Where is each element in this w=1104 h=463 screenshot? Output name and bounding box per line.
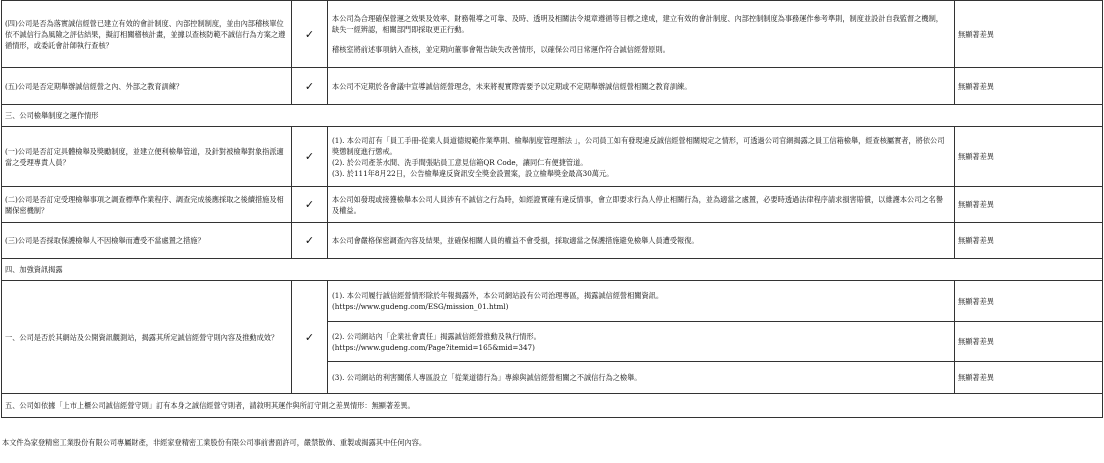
section-row [2,259,1103,281]
check-mark: ✓ [292,68,328,105]
check-mark: ✓ [292,187,328,223]
section-heading: 三、公司檢舉制度之運作情形 [2,105,1103,127]
result-cell: 無顯著差異 [955,1,1103,68]
question-cell: 一、公司是否於其網站及公開資訊觀測站，揭露其所定誠信經營守則內容及推動成效？ [2,281,292,394]
answer-cell [328,127,955,187]
answer-cell: 本公司會嚴格保密調查內容及結果，並確保相關人員的權益不會受損，採取適當之保護措施避免檢舉人員遭受報復。 [328,223,955,259]
answer-line: (2). 於公司產茶水間、洗手間張貼員工意見信箱QR Code，讓同仁有便捷管道。 [332,157,588,167]
result-cell: 無顯著差異 [955,187,1103,223]
answer-line: 稽核室將前述事項納入查核，並定期向董事會報告缺失改善情形，以確保公司日常運作符合誠信經營原則。 [332,45,670,54]
table-row [2,223,1103,259]
table-row [2,1,1103,68]
result-cell: 無顯著差異 [955,322,1103,362]
question-cell: (三)公司是否採取保護檢舉人不因檢舉而遭受不當處置之措施？ [2,223,292,259]
section-heading: 五、公司如依據「上市上櫃公司誠信經營守則」訂有本身之誠信經營守則者，請敘明其運作與所訂守則之差異情形：無顯著差異。 [2,394,1103,418]
answer-line: (3). 於111年8月22日，公告檢舉違反資訊安全獎金設置案，設立檢舉獎金最高30萬元。 [332,168,614,178]
section-row [2,394,1103,418]
answer-cell [328,1,955,68]
answer-line: (1). 本公司履行誠信經營情形除於年報揭露外，本公司網站設有公司治理專區，揭露誠信經營相關資訊。 [332,291,664,300]
result-cell: 無顯著差異 [955,223,1103,259]
answer-cell: 本公司不定期於各會議中宣導誠信經營理念，未來將視實際需要予以定期或不定期舉辦誠信經營相關之教育訓練。 [328,68,955,105]
answer-cell: 本公司如發現或接獲檢舉本公司人員涉有不誠信之行為時，如經證實確有違反情事，會立即要求行為人停止相關行為，並為適當之處置，必要時透過法律程序請求損害賠償，以維護本公司之名譽及權益。 [328,187,955,223]
section-heading: 四、加強資訊揭露 [2,259,1103,281]
answer-line: (https://www.gudeng.com/ESG/mission_01.html) [332,302,509,311]
answer-cell [328,322,955,362]
answer-line: 本公司為合理確保營運之效果及效率、財務報導之可靠、及時、透明及相關法令規章遵循等目標之達成，建立有效的會計制度、內部控制制度為事務運作參考準則，制度並設計自我監督之機制，缺失一經辨認，相關部門即採取更正行動。 [332,14,943,34]
answer-line: (1). 本公司訂有「員工手冊-從業人員道德規範作業準則、檢舉制度管理辦法 」，公司員工如有發現違反誠信經營相關規定之情形，可透過公司官網揭露之員工信箱檢舉，經查核屬實者，將依公司獎懲制度進行懲戒。 [332,135,945,156]
result-cell: 無顯著差異 [955,127,1103,187]
answer-cell [328,281,955,322]
answer-line: (2). 公司網站內「企業社會責任」揭露誠信經營推動及執行情形。 [332,331,541,341]
answer-cell: (3). 公司網站的利害關係人專區設立「從業道德行為」專線與誠信經營相關之不誠信行為之檢舉。 [328,362,955,394]
question-cell: (一)公司是否訂定具體檢舉及獎勵制度，並建立便利檢舉管道，及針對被檢舉對象指派適當之受理專責人員？ [2,127,292,187]
check-mark: ✓ [292,127,328,187]
question-cell: (五)公司是否定期舉辦誠信經營之內、外部之教育訓練？ [2,68,292,105]
check-mark: ✓ [292,223,328,259]
table-row [2,68,1103,105]
table-row [2,187,1103,223]
answer-line: (https://www.gudeng.com/Page?itemid=165&mid=347) [332,342,535,352]
integrity-table [1,0,1103,418]
check-mark: ✓ [292,281,328,394]
table-row [2,281,1103,322]
question-cell: (四)公司是否為落實誠信經營已建立有效的會計制度、內部控制制度，並由內部稽核單位依不誠信行為風險之評估結果，擬訂相關稽核計畫，並據以查核防範不誠信行為方案之遵循情形，或委託會計師執行查核？ [2,1,292,68]
section-row [2,105,1103,127]
question-cell: (二)公司是否訂定受理檢舉事項之調查標準作業程序、調查完成後應採取之後續措施及相關保密機制？ [2,187,292,223]
footer-notice: 本文件為家登精密工業股份有限公司專屬財產，非經家登精密工業股份有限公司事前書面許可，嚴禁散佈、重製或揭露其中任何內容。 [2,438,427,447]
table-row [2,127,1103,187]
result-cell: 無顯著差異 [955,362,1103,394]
result-cell: 無顯著差異 [955,281,1103,322]
result-cell: 無顯著差異 [955,68,1103,105]
check-mark: ✓ [292,1,328,68]
